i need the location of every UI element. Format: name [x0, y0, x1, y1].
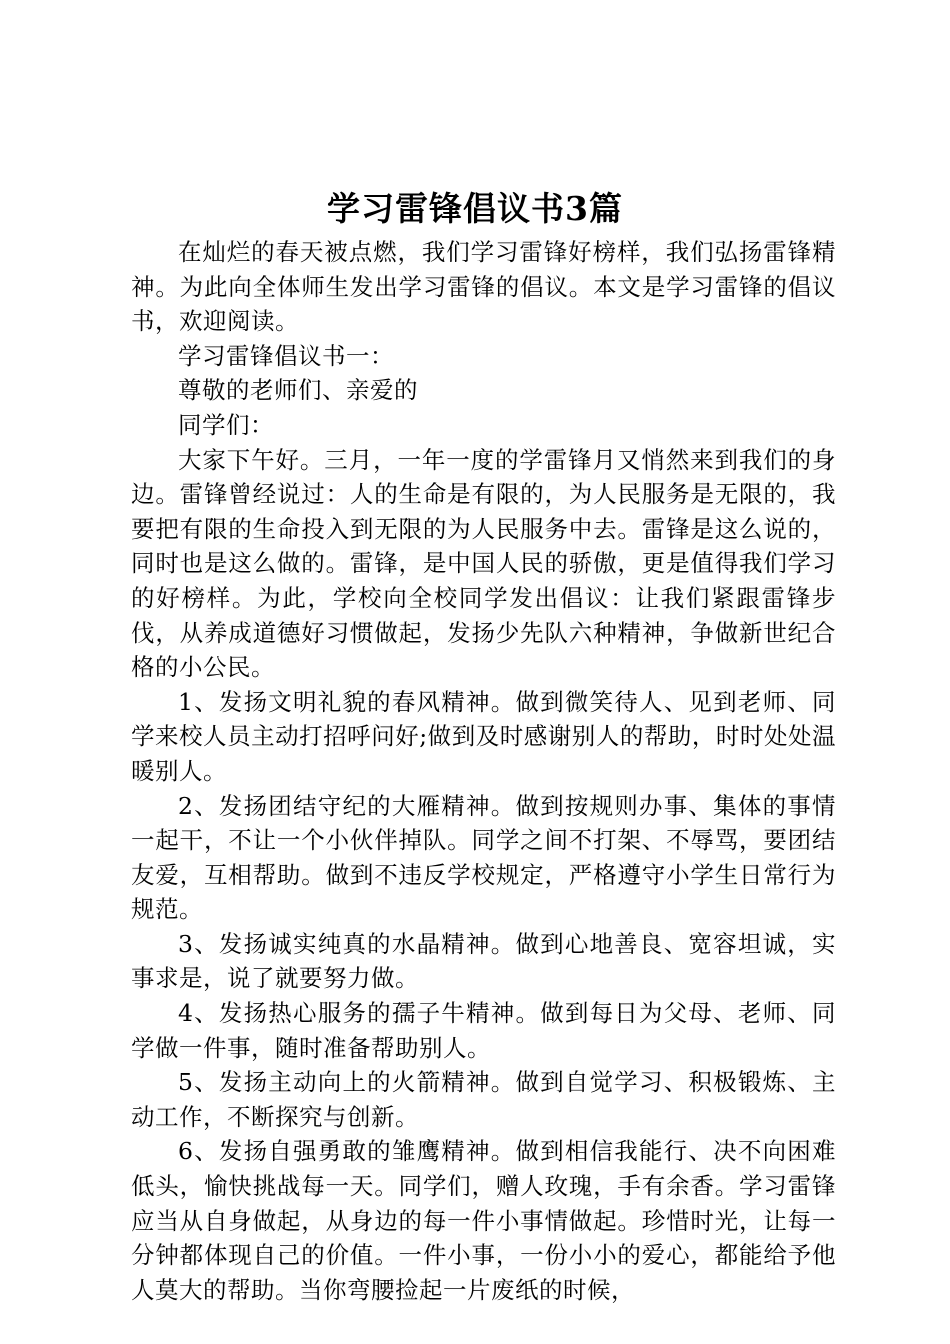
document-body	[131, 235, 836, 1307]
intro-paragraph: 在灿烂的春天被点燃，我们学习雷锋好榜样，我们弘扬雷锋精神。为此向全体师生发出学习雷锋的倡议。本文是学习雷锋的倡议书，欢迎阅读。	[131, 238, 836, 336]
list-item: 4、发扬热心服务的孺子牛精神。做到每日为父母、老师、同学做一件事，随时准备帮助别人。	[131, 999, 836, 1062]
body-paragraph: 大家下午好。三月，一年一度的学雷锋月又悄然来到我们的身边。雷锋曾经说过：人的生命是有限的，为人民服务是无限的，我要把有限的生命投入到无限的为人民服务中去。雷锋是这么说的，同时也是这么做的。雷锋，是中国人民的骄傲，更是值得我们学习的好榜样。为此，学校向全校同学发出倡议：让我们紧跟雷锋步伐，从养成道德好习惯做起，发扬少先队六种精神，争做新世纪合格的小公民。	[131, 445, 836, 682]
salutation-line: 尊敬的老师们、亲爱的	[178, 376, 418, 405]
list-item: 2、发扬团结守纪的大雁精神。做到按规则办事、集体的事情一起干，不让一个小伙伴掉队。同学之间不打架、不辱骂，要团结友爱，互相帮助。做到不违反学校规定，严格遵守小学生日常行为规范。	[131, 791, 836, 924]
list-item: 3、发扬诚实纯真的水晶精神。做到心地善良、宽容坦诚，实事求是，说了就要努力做。	[131, 929, 836, 993]
list-item: 6、发扬自强勇敢的雏鹰精神。做到相信我能行、决不向困难低头，愉快挑战每一天。同学们，赠人玫瑰，手有余香。学习雷锋应当从自身做起，从身边的每一件小事情做起。珍惜时光，让每一分钟都体现自己的价值。一件小事，一份小小的爱心，都能给予他人莫大的帮助。当你弯腰捡起一片废纸的时候，	[131, 1137, 836, 1304]
section-heading: 学习雷锋倡议书一：	[178, 341, 394, 370]
salutation-line: 同学们：	[178, 410, 274, 439]
document-title: 学习雷锋倡议书3篇	[327, 189, 623, 228]
list-item: 1、发扬文明礼貌的春风精神。做到微笑待人、见到老师、同学来校人员主动打招呼问好;做到及时感谢别人的帮助，时时处处温暖别人。	[131, 687, 836, 785]
list-item: 5、发扬主动向上的火箭精神。做到自觉学习、积极锻炼、主动工作，不断探究与创新。	[131, 1068, 836, 1131]
